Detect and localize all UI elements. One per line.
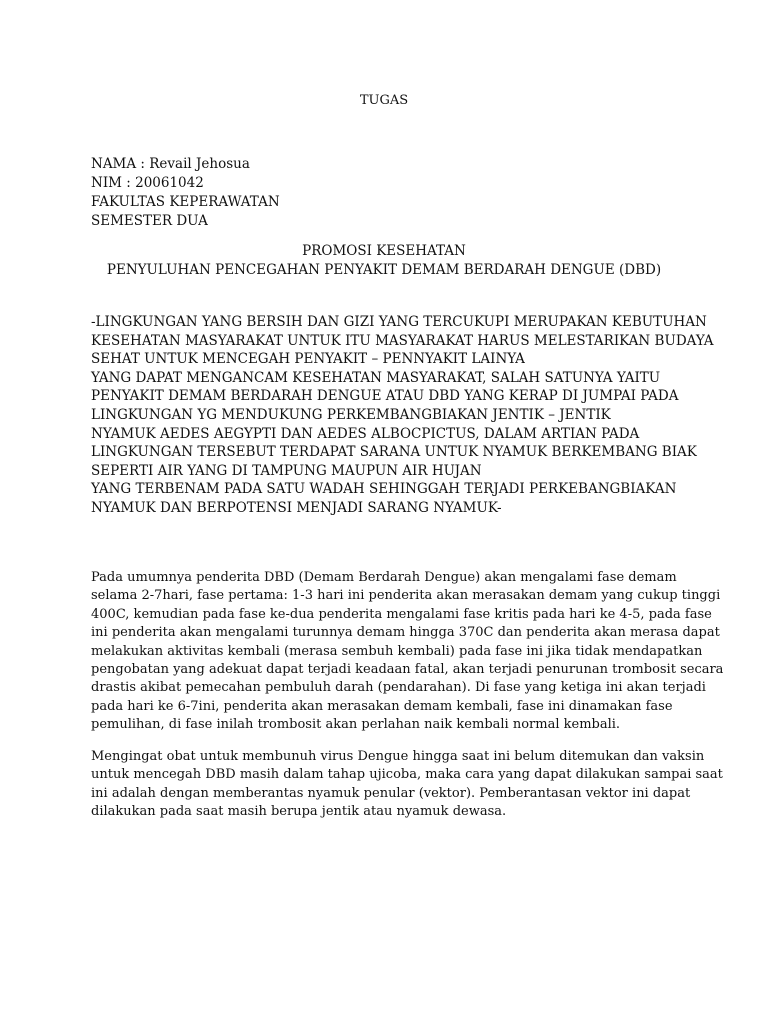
text-line: YANG DAPAT MENGANCAM KESEHATAN MASYARAKAT, SALAH SATUNYA YAITU (91, 369, 661, 386)
text-line: pemulihan, di fase inilah trombosit akan perlahan naik kembali normal kembali. (91, 717, 621, 733)
text-line: Mengingat obat untuk membunuh virus Dengue hingga saat ini belum ditemukan dan vaksin (91, 749, 705, 764)
text-line: KESEHATAN MASYARAKAT UNTUK ITU MASYARAKAT HARUS MELESTARIKAN BUDAYA (91, 332, 714, 349)
subheading-line: PENYULUHAN PENCEGAHAN PENYAKIT DEMAM BERDARAH DENGUE (DBD) (106, 262, 662, 278)
subheading-line: PROMOSI KESEHATAN (302, 243, 466, 259)
text-line: Pada umumnya penderita DBD (Demam Berdarah Dengue) akan mengalami fase demam (91, 570, 677, 585)
text-line: PENYAKIT DEMAM BERDARAH DENGUE ATAU DBD YANG KERAP DI JUMPAI PADA (91, 388, 679, 405)
text-line: NYAMUK DAN BERPOTENSI MENJADI SARANG NYAMUK- (91, 499, 502, 516)
text-line: LINGKUNGAN YG MENDUKUNG PERKEMBANGBIAKAN JENTIK – JENTIK (91, 406, 611, 423)
text-line: pengobatan yang adekuat dapat terjadi keadaan fatal, akan terjadi penurunan trombosit secara (91, 662, 724, 678)
text-line: LINGKUNGAN TERSEBUT TERDAPAT SARANA UNTUK NYAMUK BERKEMBANG BIAK (91, 444, 697, 461)
document-title: TUGAS (359, 93, 409, 108)
text-line: ini penderita akan mengalami turunnya demam hingga 370C dan penderita akan merasa dapat (91, 625, 720, 641)
identity-faculty-line: FAKULTAS KEPERAWATAN (91, 194, 280, 210)
text-line: melakukan aktivitas kembali (merasa sembuh kembali) pada fase ini jika tidak mendapatkan (91, 643, 703, 659)
caps-paragraph (91, 313, 714, 518)
text-line: NYAMUK AEDES AEGYPTI DAN AEDES ALBOCPICTUS, DALAM ARTIAN PADA (91, 425, 640, 442)
text-line: dilakukan pada saat masih berupa jentik atau nyamuk dewasa. (91, 804, 507, 820)
text-line: SEPERTI AIR YANG DI TAMPUNG MAUPUN AIR HUJAN (91, 462, 482, 479)
identity-name-line: NAMA : Revail Jehosua (91, 156, 250, 172)
text-line: pada hari ke 6-7ini, penderita akan merasakan demam kembali, fase ini dinamakan fase (91, 698, 673, 714)
text-line: ini adalah dengan memberantas nyamuk penular (vektor). Pemberantasan vektor ini dapat (91, 785, 691, 801)
document-subheading (0, 242, 768, 280)
identity-nim-line: NIM : 20061042 (91, 175, 204, 191)
body-paragraph-dbd-phases (91, 569, 724, 735)
body-paragraph-vector-control (91, 748, 723, 822)
text-line: drastis akibat pemecahan pembuluh darah (pendarahan). Di fase yang ketiga ini akan terjadi (91, 680, 706, 696)
text-line: SEHAT UNTUK MENCEGAH PENYAKIT – PENNYAKIT LAINYA (91, 351, 525, 368)
text-line: -LINGKUNGAN YANG BERSIH DAN GIZI YANG TERCUKUPI MERUPAKAN KEBUTUHAN (91, 314, 707, 330)
text-line: selama 2-7hari, fase pertama: 1-3 hari ini penderita akan merasakan demam yang cukup tinggi (91, 588, 721, 604)
text-line: untuk mencegah DBD masih dalam tahap ujicoba, maka cara yang dapat dilakukan sampai saat (91, 767, 723, 783)
identity-semester-line: SEMESTER DUA (91, 213, 208, 229)
identity-block (91, 155, 280, 231)
text-line: YANG TERBENAM PADA SATU WADAH SEHINGGAH TERJADI PERKEBANGBIAKAN (91, 481, 677, 498)
text-line: 400C, kemudian pada fase ke-dua penderita mengalami fase kritis pada hari ke 4-5, pada fase (91, 606, 712, 622)
